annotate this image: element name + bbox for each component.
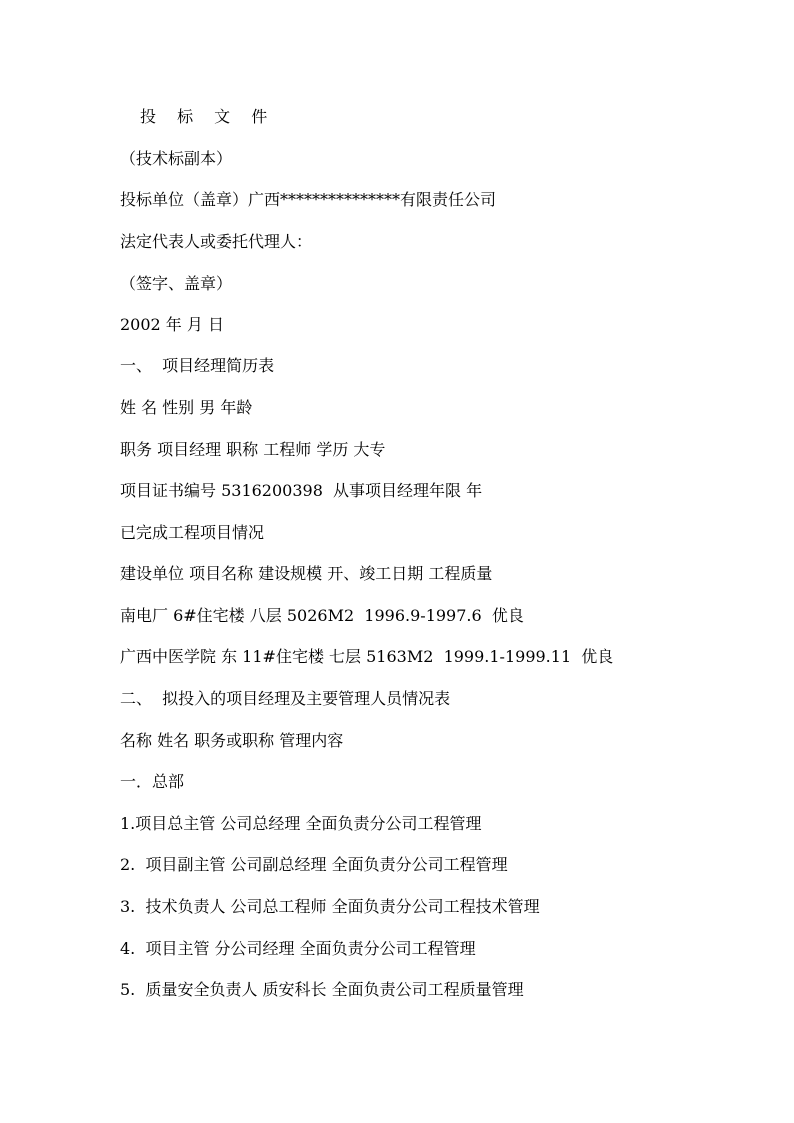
document-title: 投 标 文 件	[140, 107, 276, 126]
staff-row: 一．总部	[120, 772, 185, 791]
resume-row: 南电厂 6#住宅楼 八层 5026M2 1996.9-1997.6 优良	[120, 606, 524, 625]
staff-row: 1.项目总主管 公司总经理 全面负责分公司工程管理	[120, 814, 482, 833]
resume-row: 已完成工程项目情况	[120, 523, 265, 542]
section1-heading: 一、 项目经理简历表	[120, 356, 275, 375]
staff-row: 5. 质量安全负责人 质安科长 全面负责公司工程质量管理	[120, 980, 524, 999]
document-subtitle: （技术标副本）	[120, 149, 233, 168]
representative-line: 法定代表人或委托代理人：	[120, 232, 313, 251]
date-line: 2002 年 月 日	[120, 315, 224, 334]
staff-row: 2. 项目副主管 公司副总经理 全面负责分公司工程管理	[120, 855, 508, 874]
bidder-line: 投标单位（盖章）广西***************有限责任公司	[120, 190, 497, 209]
staff-row: 名称 姓名 职务或职称 管理内容	[120, 731, 344, 750]
resume-row: 广西中医学院 东 11#住宅楼 七层 5163M2 1999.1-1999.11 优良	[120, 647, 614, 666]
section2-heading: 二、 拟投入的项目经理及主要管理人员情况表	[120, 689, 451, 708]
staff-row: 4. 项目主管 分公司经理 全面负责分公司工程管理	[120, 939, 476, 958]
resume-row: 姓 名 性别 男 年龄	[120, 398, 253, 417]
staff-row: 3. 技术负责人 公司总工程师 全面负责分公司工程技术管理	[120, 897, 540, 916]
resume-row: 职务 项目经理 职称 工程师 学历 大专	[120, 440, 386, 459]
resume-row: 建设单位 项目名称 建设规模 开、竣工日期 工程质量	[120, 564, 493, 583]
resume-row: 项目证书编号 5316200398 从事项目经理年限 年	[120, 481, 483, 500]
signature-line: （签字、盖章）	[120, 274, 233, 293]
